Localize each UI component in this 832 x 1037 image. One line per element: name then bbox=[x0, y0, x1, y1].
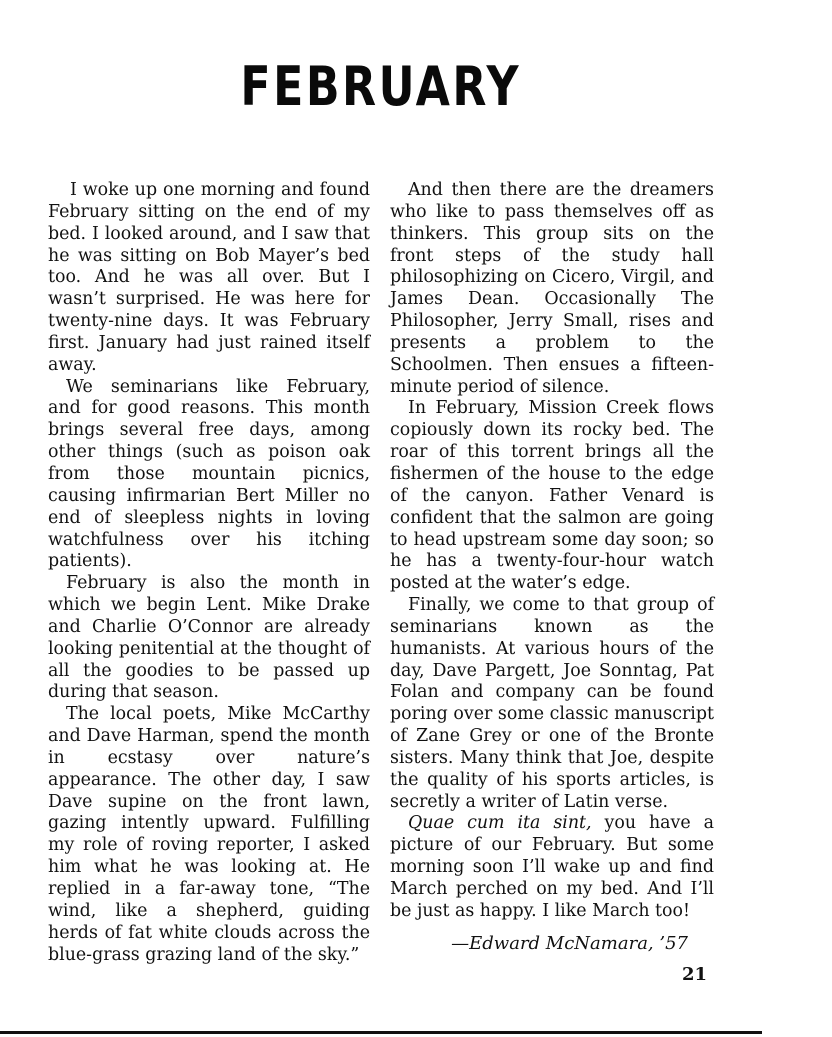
right-column bbox=[390, 180, 714, 955]
paragraph: And then there are the dreamers who like to pass themselves off as thinkers. This group sits on the front steps of the study hall philosophizing on Cicero, Virgil, and James Dean. Occasionally The Philosopher, Jerry Small, rises and presents a problem to the Schoolmen. Then ensues a fifteen-minute period of silence. bbox=[390, 180, 714, 397]
closing-text: you have a picture of our February. But some morning soon I’ll wake up and find March perched on my bed. And I’ll be just as happy. I like March too! bbox=[390, 813, 714, 921]
bottom-rule bbox=[0, 1031, 762, 1034]
paragraph: February is also the month in which we begin Lent. Mike Drake and Charlie O’Connor are already looking penitential at the thought of all the goodies to be passed up during that season. bbox=[48, 573, 370, 703]
closing-paragraph bbox=[390, 813, 714, 922]
page-title: FEBRUARY bbox=[240, 55, 522, 118]
latin-phrase: Quae cum ita sint, bbox=[408, 813, 592, 834]
author-signature: —Edward McNamara, ’57 bbox=[451, 932, 688, 954]
paragraph: The local poets, Mike McCarthy and Dave Harman, spend the month in ecstasy over nature’s appearance. The other day, I saw Dave supine on the front lawn, gazing intently upward. Fulfilling my role of roving reporter, I asked him what he was looking at. He replied in a far-away tone, “The wind, like a shepherd, guiding herds of fat white clouds across the blue-grass grazing land of the sky.” bbox=[48, 704, 370, 965]
left-column bbox=[48, 180, 370, 966]
paragraph: Finally, we come to that group of seminarians known as the humanists. At various hours of the day, Dave Pargett, Joe Sonntag, Pat Folan and company can be found poring over some classic manuscript of Zane Grey or one of the Bronte sisters. Many think that Joe, despite the quality of his sports articles, is secretly a writer of Latin verse. bbox=[390, 595, 714, 812]
paragraph: We seminarians like February, and for good reasons. This month brings several free days, among other things (such as poison oak from those mountain picnics, causing infirmarian Bert Miller no end of sleepless nights in loving watchfulness over his itching patients). bbox=[48, 376, 370, 572]
paragraph: I woke up one morning and found February sitting on the end of my bed. I looked around, and I saw that he was sitting on Bob Mayer’s bed too. And he was all over. But I wasn’t surprised. He was here for twenty-nine days. It was February first. January had just rained itself away. bbox=[48, 180, 370, 375]
paragraph: In February, Mission Creek flows copiously down its rocky bed. The roar of this torrent brings all the fishermen of the house to the edge of the canyon. Father Venard is confident that the salmon are going to head upstream some day soon; so he has a twenty-four-hour watch posted at the water’s edge. bbox=[390, 398, 714, 594]
page-number: 21 bbox=[682, 964, 708, 985]
